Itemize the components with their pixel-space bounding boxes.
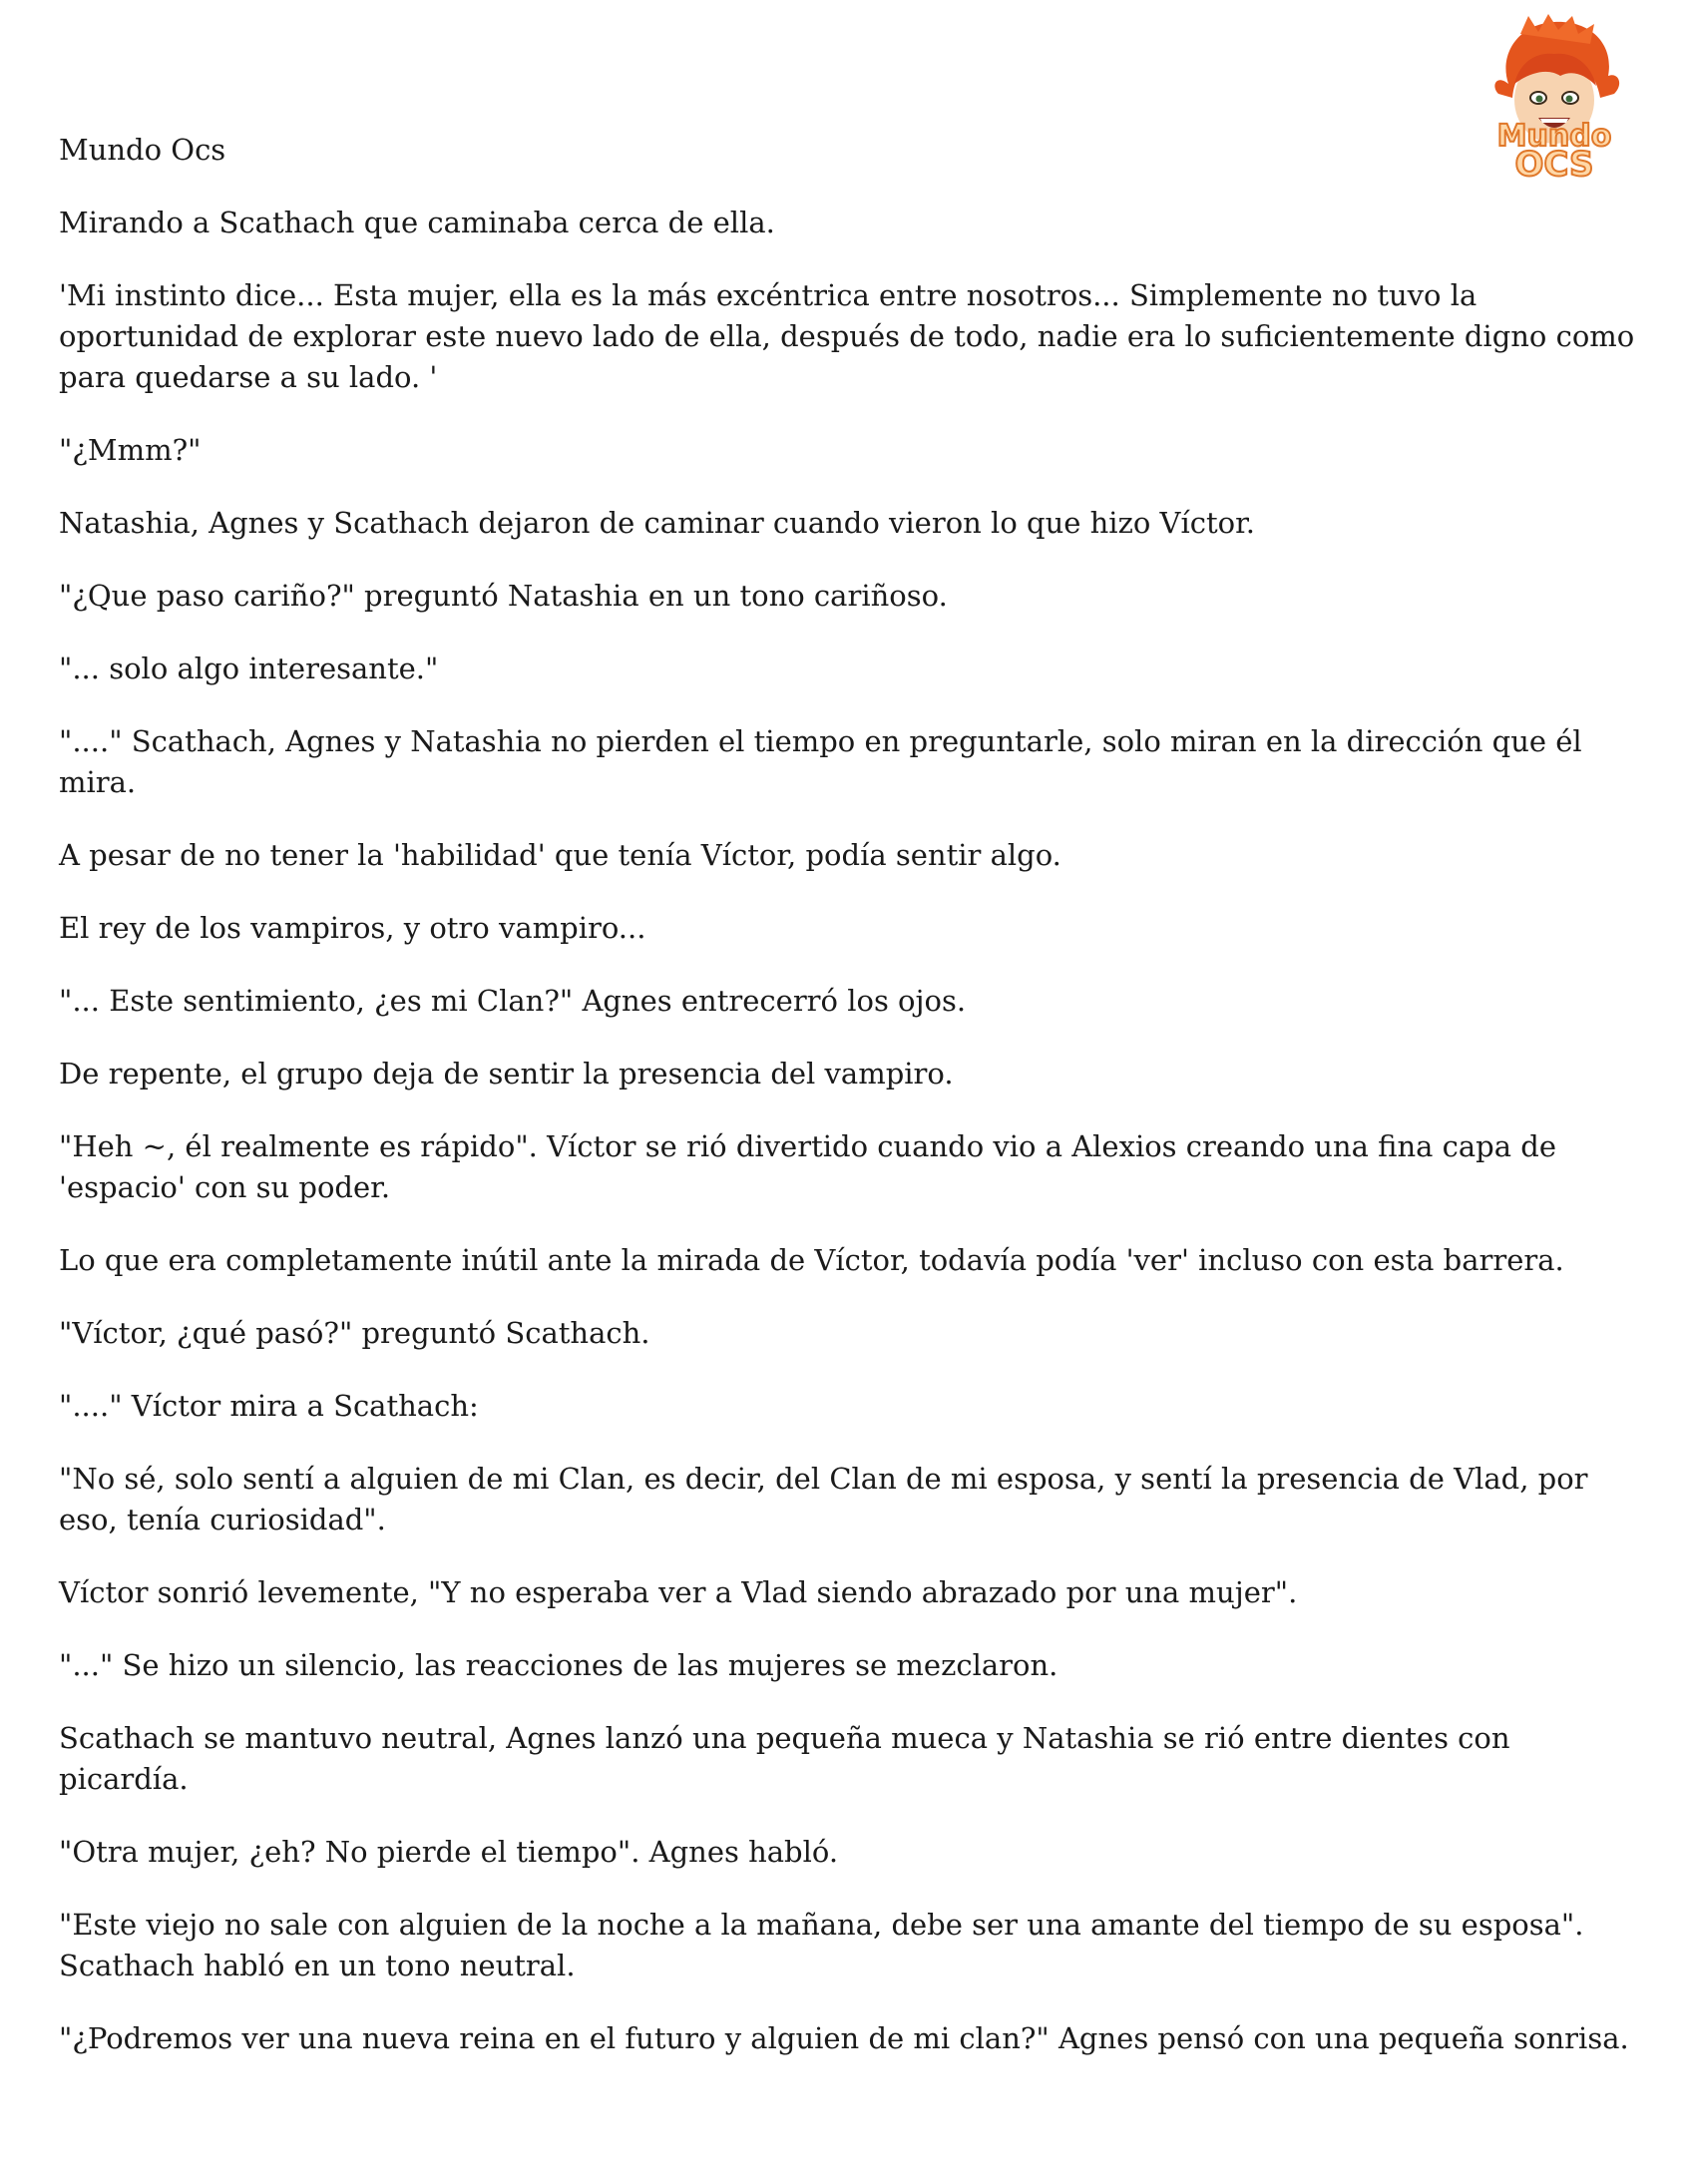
paragraph: "Otra mujer, ¿eh? No pierde el tiempo". Agnes habló. — [59, 1835, 839, 1869]
paragraph: 'Mi instinto dice... Esta mujer, ella es la más excéntrica entre nosotros... Simplemente no tuvo la oportunidad de explorar este nuevo lado de ella, después de todo, nadie era lo suficientemente digno como para quedarse a su lado. ' — [59, 278, 1635, 394]
paragraph: Scathach se mantuvo neutral, Agnes lanzó una pequeña mueca y Natashia se rió entre dientes con picardía. — [59, 1721, 1510, 1796]
paragraph: Víctor sonrió levemente, "Y no esperaba ver a Vlad siendo abrazado por una mujer". — [59, 1575, 1298, 1609]
paragraph: "¿Que paso cariño?" preguntó Natashia en un tono cariñoso. — [59, 579, 948, 613]
paragraph: "No sé, solo sentí a alguien de mi Clan, es decir, del Clan de mi esposa, y sentí la presencia de Vlad, por eso, tenía curiosidad". — [59, 1462, 1588, 1536]
paragraph: "...." Víctor mira a Scathach: — [59, 1389, 479, 1423]
site-name: Mundo Ocs — [59, 133, 226, 167]
paragraph: "Este viejo no sale con alguien de la noche a la mañana, debe ser una amante del tiempo de su esposa". Scathach habló en un tono neutral. — [59, 1908, 1584, 1982]
paragraph: "... Este sentimiento, ¿es mi Clan?" Agnes entrecerró los ojos. — [59, 984, 967, 1018]
paragraph: Lo que era completamente inútil ante la mirada de Víctor, todavía podía 'ver' incluso con esta barrera. — [59, 1243, 1564, 1277]
logo-text-top: Mundo — [1496, 119, 1612, 154]
paragraph: El rey de los vampiros, y otro vampiro... — [59, 911, 646, 945]
paragraph: Natashia, Agnes y Scathach dejaron de caminar cuando vieron lo que hizo Víctor. — [59, 506, 1256, 540]
paragraph: "...." Scathach, Agnes y Natashia no pierden el tiempo en preguntarle, solo miran en la dirección que él mira. — [59, 724, 1582, 799]
paragraph: "¿Mmm?" — [59, 433, 202, 467]
paragraph: A pesar de no tener la 'habilidad' que tenía Víctor, podía sentir algo. — [59, 838, 1061, 872]
logo-text-bottom: OCS — [1514, 145, 1594, 185]
paragraph: De repente, el grupo deja de sentir la presencia del vampiro. — [59, 1057, 954, 1091]
paragraph: "¿Podremos ver una nueva reina en el futuro y alguien de mi clan?" Agnes pensó con una pequeña sonrisa. — [59, 2021, 1629, 2055]
document-body — [59, 130, 1635, 2091]
paragraph: "... solo algo interesante." — [59, 652, 439, 685]
paragraph: Mirando a Scathach que caminaba cerca de ella. — [59, 206, 775, 239]
paragraph: "..." Se hizo un silencio, las reacciones de las mujeres se mezclaron. — [59, 1648, 1058, 1682]
paragraph: "Víctor, ¿qué pasó?" preguntó Scathach. — [59, 1316, 650, 1350]
paragraph: "Heh ~, él realmente es rápido". Víctor se rió divertido cuando vio a Alexios creando una fina capa de 'espacio' con su poder. — [59, 1129, 1556, 1204]
